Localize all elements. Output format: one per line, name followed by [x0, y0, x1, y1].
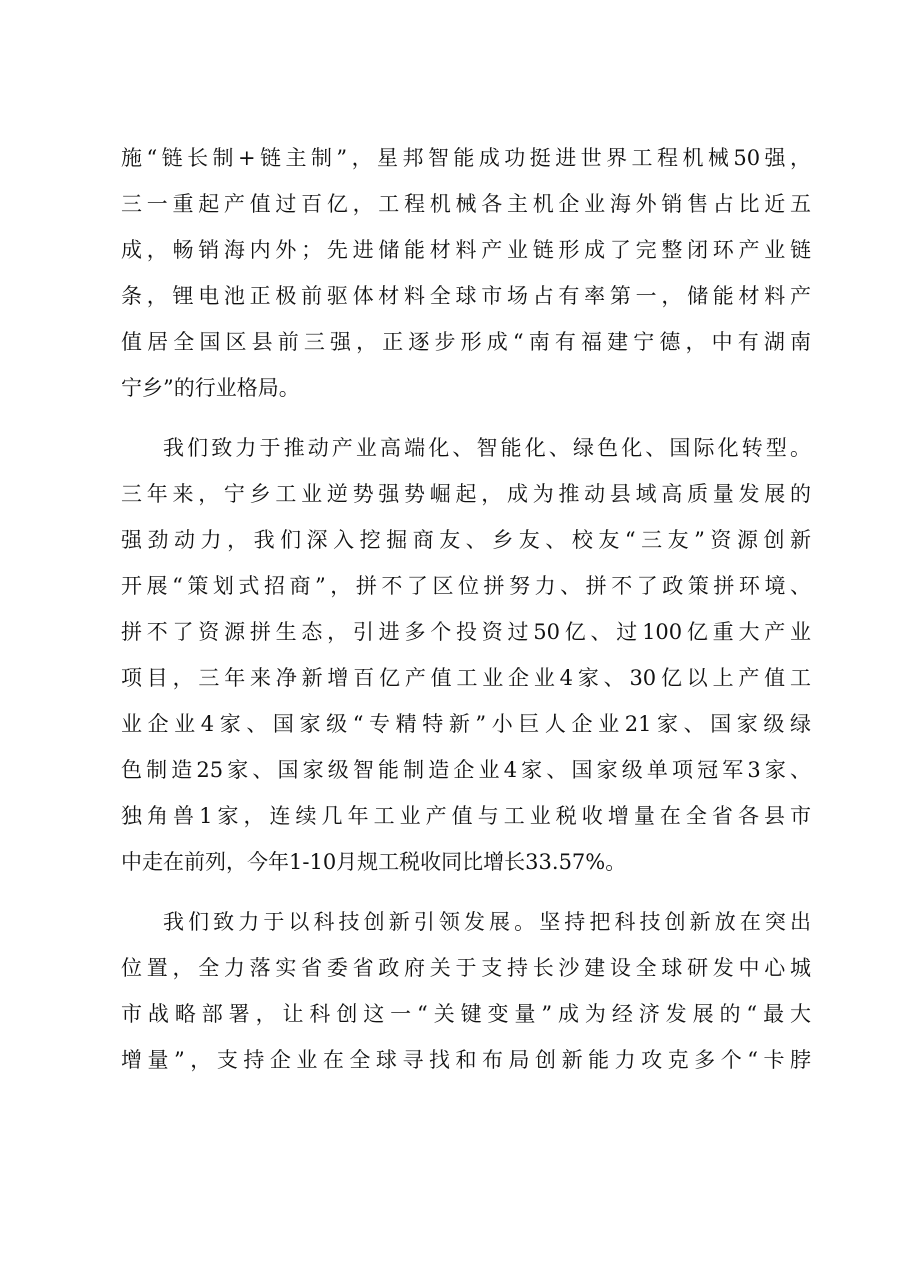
text-line: 施“链长制+链主制”，星邦智能成功挺进世界工程机械50强， — [121, 146, 811, 170]
text-line: 三一重起产值过百亿，工程机械各主机企业海外销售占比近五 — [121, 192, 811, 216]
paragraph-3 — [121, 899, 811, 1083]
text-line: 独角兽1家，连续几年工业产值与工业税收增量在全省各县市 — [121, 804, 811, 828]
paragraph-1 — [121, 135, 811, 411]
text-line: 增量”，支持企业在全球寻找和布局创新能力攻克多个“卡脖 — [121, 1048, 811, 1072]
text-line: 拼不了资源拼生态，引进多个投资过50亿、过100亿重大产业 — [121, 620, 811, 644]
text-line: 宁乡”的行业格局。 — [121, 376, 300, 400]
text-line: 我们致力于以科技创新引领发展。坚持把科技创新放在突出 — [163, 910, 811, 934]
text-line: 条，锂电池正极前驱体材料全球市场占有率第一，储能材料产 — [121, 284, 811, 308]
text-line: 强劲动力，我们深入挖掘商友、乡友、校友“三友”资源创新 — [121, 528, 811, 552]
text-line: 成，畅销海内外；先进储能材料产业链形成了完整闭环产业链 — [121, 238, 811, 262]
text-line: 位置，全力落实省委省政府关于支持长沙建设全球研发中心城 — [121, 956, 811, 980]
text-line: 三年来，宁乡工业逆势强势崛起，成为推动县域高质量发展的 — [121, 482, 811, 506]
text-line: 值居全国区县前三强，正逐步形成“南有福建宁德，中有湖南 — [121, 330, 811, 354]
text-line: 中走在前列，今年1-10月规工税收同比增长33.57%。 — [121, 850, 627, 874]
text-line: 项目，三年来净新增百亿产值工业企业4家、30亿以上产值工 — [121, 666, 811, 690]
text-line: 业企业4家、国家级“专精特新”小巨人企业21家、国家级绿 — [121, 712, 811, 736]
text-line: 市战略部署，让科创这一“关键变量”成为经济发展的“最大 — [121, 1002, 811, 1026]
text-line: 我们致力于推动产业高端化、智能化、绿色化、国际化转型。 — [163, 436, 811, 460]
paragraph-2 — [121, 425, 811, 885]
body-text — [121, 135, 811, 1097]
text-line: 色制造25家、国家级智能制造企业4家、国家级单项冠军3家、 — [121, 758, 811, 782]
text-line: 开展“策划式招商”，拼不了区位拼努力、拼不了政策拼环境、 — [121, 574, 811, 598]
